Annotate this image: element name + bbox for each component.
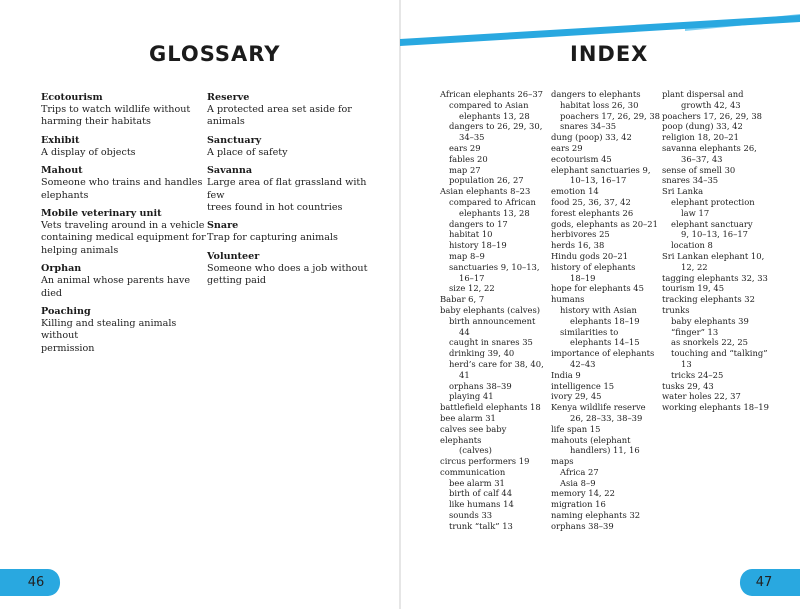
index-subentry: as snorkels 22, 25 [671, 337, 748, 348]
definition-line: An animal whose parents have died [41, 275, 191, 299]
index-subentry: birth of calf 44 [449, 488, 513, 499]
index-subentry: compared to African [449, 196, 536, 207]
definition-line: elephants [41, 189, 89, 201]
index-entry: ivory 29, 45 [551, 391, 602, 402]
glossary-column-1 [41, 92, 211, 361]
index-entry: ears 29 [551, 142, 583, 153]
index-subentry: “finger” 13 [671, 326, 719, 337]
index-entry: food 25, 36, 37, 42 [551, 196, 631, 207]
index-subentry: playing 41 [449, 391, 494, 402]
index-entry: 16–17 [459, 272, 485, 283]
index-entry: bee alarm 31 [440, 412, 496, 423]
index-subentry: elephant sanctuary [671, 218, 753, 229]
index-subentry: Asia 8–9 [560, 477, 596, 488]
index-entry: emotion 14 [551, 186, 599, 197]
index-entry: circus performers 19 [440, 456, 530, 467]
index-subentry: dangers to 17 [449, 218, 508, 229]
index-subentry: baby elephants 39 [671, 315, 749, 326]
glossary-definition [41, 177, 211, 202]
definition-line: harming their habitats [41, 116, 151, 128]
glossary-definition [207, 263, 382, 288]
index-entry: 42–43 [570, 358, 596, 369]
glossary-term: Savanna [207, 165, 253, 177]
index-subentry: herd’s care for 38, 40, [449, 358, 544, 369]
index-subentry: trunk “talk” 13 [449, 520, 513, 531]
index-entry: dangers to elephants [551, 89, 641, 99]
index-entry: poachers 17, 26, 29, 38 [662, 110, 763, 121]
index-entry: 9, 10–13, 16–17 [681, 229, 748, 240]
index-entry: maps [551, 456, 574, 467]
index-subentry: birth announcement [449, 315, 536, 326]
index-entry: working elephants 18–19 [662, 402, 769, 413]
index-entry: ecotourism 45 [551, 153, 612, 164]
index-entry: 36–37, 43 [681, 153, 723, 164]
index-subentry: poachers 17, 26, 29, 38 [560, 110, 661, 121]
definition-line: Trap for capturing animals [207, 232, 338, 244]
definition-line: Someone who does a job without [207, 262, 368, 274]
index-entry: water holes 22, 37 [662, 391, 741, 402]
index-entry: poop (dung) 33, 42 [662, 121, 743, 132]
index-subentry: habitat loss 26, 30 [560, 99, 639, 110]
index-subentry: location 8 [671, 240, 713, 251]
index-subentry: elephant protection [671, 196, 755, 207]
page-number-left: 46 [27, 575, 45, 590]
page-number-right: 47 [755, 575, 773, 590]
index-entry: life span 15 [551, 423, 601, 434]
index-entry: growth 42, 43 [681, 99, 741, 110]
glossary-term: Poaching [41, 306, 91, 318]
index-entry: herbivores 25 [551, 229, 610, 240]
index-subentry: touching and “talking” [671, 348, 768, 359]
index-heading: INDEX [570, 42, 649, 66]
index-entry: sense of smell 30 [662, 164, 736, 175]
book-spine-shadow [399, 0, 401, 609]
index-subentry: compared to Asian [449, 99, 529, 110]
index-subentry: like humans 14 [449, 499, 514, 510]
index-subentry: habitat 10 [449, 229, 493, 240]
index-subentry: orphans 38–39 [449, 380, 512, 391]
index-entry: elephants 18–19 [570, 315, 640, 326]
glossary-definition [41, 104, 211, 129]
index-entry: Hindu gods 20–21 [551, 250, 629, 261]
definition-line: trees found in hot countries [207, 202, 343, 214]
index-subentry: snares 34–35 [560, 121, 617, 132]
index-entry: 41 [459, 369, 470, 380]
index-subentry: tricks 24–25 [671, 369, 724, 380]
definition-line: Someone who trains and handles [41, 177, 203, 189]
definition-line: Trips to watch wildlife without [41, 104, 191, 115]
definition-line: helping animals [41, 244, 119, 256]
index-entry: Sri Lanka [662, 186, 704, 197]
index-column-1 [440, 89, 550, 532]
index-entry: humans [551, 294, 585, 305]
index-entry: 18–19 [570, 272, 596, 283]
index-entry: calves see baby elephants [440, 423, 507, 445]
index-entry: migration 16 [551, 499, 606, 510]
index-column-2 [551, 89, 663, 532]
index-entry: elephant sanctuaries 9, [551, 164, 651, 175]
index-entry: 34–35 [459, 132, 485, 143]
index-subentry: size 12, 22 [449, 283, 495, 294]
index-subentry: sounds 33 [449, 510, 493, 521]
index-entry: communication [440, 466, 506, 477]
index-entry: tusks 29, 43 [662, 380, 714, 391]
glossary-heading: GLOSSARY [149, 42, 281, 66]
index-subentry: population 26, 27 [449, 175, 524, 186]
glossary-term: Exhibit [41, 134, 80, 146]
glossary-term: Snare [207, 220, 239, 232]
index-entry: African elephants 26–37 [440, 89, 543, 99]
glossary-term: Orphan [41, 263, 82, 275]
index-entry: elephants 13, 28 [459, 110, 530, 121]
index-entry: Babar 6, 7 [440, 294, 485, 305]
index-entry: trunks [662, 304, 690, 315]
index-entry: Kenya wildlife reserve [551, 402, 646, 413]
definition-line: A protected area set aside for [207, 104, 352, 115]
index-subentry: history with Asian [560, 304, 637, 315]
index-entry: tagging elephants 32, 33 [662, 272, 768, 283]
index-entry: herds 16, 38 [551, 240, 605, 251]
glossary-term: Volunteer [207, 250, 260, 262]
index-entry: Sri Lankan elephant 10, [662, 250, 765, 261]
glossary-definition [207, 147, 382, 159]
index-entry: tracking elephants 32 [662, 294, 755, 305]
index-entry: (calves) [459, 445, 492, 456]
index-entry: 26, 28–33, 38–39 [570, 412, 643, 423]
definition-line: Vets traveling around in a vehicle [41, 220, 205, 232]
definition-line: getting paid [207, 275, 267, 287]
index-entry: naming elephants 32 [551, 510, 641, 521]
index-entry: religion 18, 20–21 [662, 132, 739, 143]
glossary-definition [207, 232, 382, 244]
glossary-definition [207, 104, 382, 129]
index-subentry: dangers to 26, 29, 30, [449, 121, 543, 132]
glossary-term: Ecotourism [41, 92, 103, 103]
definition-line: animals [207, 116, 245, 128]
index-entry: forest elephants 26 [551, 207, 634, 218]
definition-line: containing medical equipment for [41, 232, 206, 244]
glossary-definition [41, 220, 211, 257]
definition-line: A display of objects [41, 146, 136, 158]
index-entry: baby elephants (calves) [440, 304, 541, 315]
index-subentry: caught in snares 35 [449, 337, 533, 348]
index-entry: history of elephants [551, 261, 636, 272]
index-entry: Asian elephants 8–23 [440, 186, 531, 197]
glossary-term: Mahout [41, 165, 83, 177]
glossary-term: Sanctuary [207, 134, 262, 146]
index-subentry: history 18–19 [449, 240, 507, 251]
index-entry: snares 34–35 [662, 175, 719, 186]
definition-line: permission [41, 342, 95, 354]
index-entry: 44 [459, 326, 470, 337]
index-entry: mahouts (elephant [551, 434, 631, 445]
index-entry: intelligence 15 [551, 380, 615, 391]
index-subentry: Africa 27 [560, 466, 599, 477]
index-entry: elephants 13, 28 [459, 207, 530, 218]
definition-line: Killing and stealing animals without [41, 318, 177, 342]
definition-line: Large area of flat grassland with few [207, 177, 367, 201]
index-entry: savanna elephants 26, [662, 142, 757, 153]
index-subentry: bee alarm 31 [449, 477, 505, 488]
index-entry: plant dispersal and [662, 89, 744, 99]
index-subentry: similarities to [560, 326, 619, 337]
index-column-3 [662, 89, 782, 413]
index-subentry: sanctuaries 9, 10–13, [449, 261, 540, 272]
index-entry: orphans 38–39 [551, 520, 614, 531]
index-entry: gods, elephants as 20–21 [551, 218, 658, 229]
glossary-column-2 [207, 92, 382, 294]
glossary-term: Mobile veterinary unit [41, 208, 162, 220]
index-entry: elephants 14–15 [570, 337, 640, 348]
index-entry: tourism 19, 45 [662, 283, 725, 294]
glossary-definition [41, 147, 211, 159]
index-entry: India 9 [551, 369, 581, 380]
glossary-definition [41, 275, 211, 300]
index-entry: dung (poop) 33, 42 [551, 132, 632, 143]
index-entry: handlers) 11, 16 [570, 445, 640, 456]
index-entry: memory 14, 22 [551, 488, 615, 499]
index-entry: 12, 22 [681, 261, 708, 272]
index-subentry: drinking 39, 40 [449, 348, 515, 359]
index-entry: 13 [681, 358, 692, 369]
index-subentry: fables 20 [449, 153, 488, 164]
index-subentry: map 8–9 [449, 250, 485, 261]
index-entry: law 17 [681, 207, 710, 218]
index-subentry: ears 29 [449, 142, 481, 153]
index-entry: hope for elephants 45 [551, 283, 644, 294]
glossary-definition [207, 177, 382, 214]
index-subentry: map 27 [449, 164, 481, 175]
index-entry: battlefield elephants 18 [440, 402, 541, 413]
glossary-term: Reserve [207, 92, 250, 103]
glossary-definition [41, 318, 211, 355]
index-entry: 10–13, 16–17 [570, 175, 627, 186]
definition-line: A place of safety [207, 146, 288, 158]
index-entry: importance of elephants [551, 348, 655, 359]
